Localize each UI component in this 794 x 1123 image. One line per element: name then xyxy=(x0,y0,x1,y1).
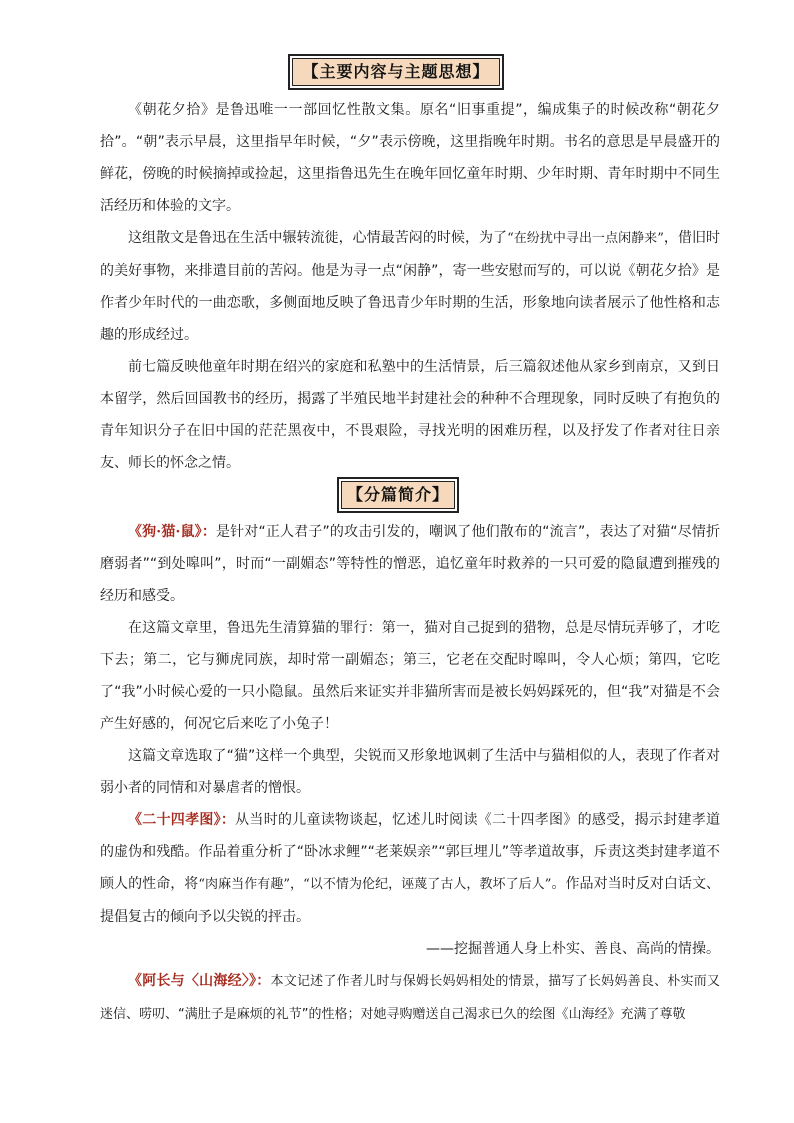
quote-seek-quiet: “在纷扰中寻出一点闲静来” xyxy=(507,231,664,246)
summary-section xyxy=(100,516,720,1031)
section-heading-main-content: 【主要内容与主题思想】 xyxy=(292,58,500,86)
entry-text-dog-cat-mouse: 是针对“正人君子”的攻击引发的，嘲讽了他们散布的“流言”，表达了对猫“尽情折磨弱者”“到处嗥叫”，时而“一副媚态”等特性的憎恶，追忆童年时救养的一只可爱的隐鼠遭到摧残的经历和感受。 xyxy=(100,524,721,604)
quote-filial: “肉麻当作有趣”，“以不情为伦纪，诬蔑了古人，教坏了后人” xyxy=(198,877,552,892)
paragraph-cat-crimes: 在这篇文章里，鲁迅先生清算猫的罪行：第一，猫对自己捉到的猎物，总是尽情玩弄够了，才吃下去；第二，它与狮虎同族，却时常一副媚态；第三，它老在交配时嗥叫，令人心烦；第四，它吃了“我”小时候心爱的一只小隐鼠。虽然后来证实并非猫所害而是被长妈妈踩死的，但“我”对猫是不会产生好感的，何况它后来吃了小兔子！ xyxy=(100,620,720,732)
paragraph-background xyxy=(100,222,720,351)
paragraph-structure: 前七篇反映他童年时期在绍兴的家庭和私塾中的生活情景，后三篇叙述他从家乡到南京，又到日本留学，然后回国教书的经历，揭露了半殖民地半封建社会的种种不合理现象，同时反映了有抱负的青年知识分子在旧中国的茫茫黑夜中，不畏艰险，寻找光明的困难历程，以及抒发了作者对往日亲友、师长的怀念之情。 xyxy=(100,359,720,471)
section-heading-summary: 【分篇简介】 xyxy=(341,481,455,509)
entry-text-achang: 本文记述了作者儿时与保姆长妈妈相处的情景，描写了长妈妈善良、朴实而又迷信、唠叨、“满肚子是麻烦的礼节”的性格；对她寻购赠送自己渴求已久的绘图《山海经》充满了尊敬 xyxy=(100,974,720,1022)
entry-title-dog-cat-mouse: 《狗·猫·鼠》： xyxy=(128,524,216,540)
main-content-section xyxy=(100,94,720,479)
entry-dog-cat-mouse xyxy=(100,516,720,612)
paragraph-background-text-a: 这组散文是鲁迅在生活中辗转流徙，心情最苦闷的时候，为了 xyxy=(128,230,508,246)
paragraph-background-text-b: ，借旧时的美好事物，来排遣目前的苦闷。他是为寻一点“闲静”，寄一些安慰而写的，可以说《朝花夕拾》是作者少年时代的一曲恋歌，多侧面地反映了鲁迅青少年时期的生活，形象地向读者展示了他性格和志趣的形成经过。 xyxy=(100,230,721,343)
entry-title-achang: 《阿长与〈山海经〉》： xyxy=(128,973,271,989)
paragraph-intro: 《朝花夕拾》是鲁迅唯一一部回忆性散文集。原名“旧事重提”，编成集子的时候改称“朝花夕拾”。“朝”表示早晨，这里指早年时候，“夕”表示傍晚，这里指晚年时期。书名的意思是早晨盛开的鲜花，傍晚的时候摘掉或捡起，这里指鲁迅先生在晚年回忆童年时期、少年时期、青年时期中不同生活经历和体验的文字。 xyxy=(100,102,720,214)
entry-text-twenty-four-filial-b: 。作品对当时反对白话文、提倡复古的倾向予以尖锐的抨击。 xyxy=(100,876,721,925)
entry-title-twenty-four-filial: 《二十四孝图》： xyxy=(128,812,236,828)
entry-achang xyxy=(100,965,720,1031)
theme-attribution: ——挖掘普通人身上朴实、善良、高尚的情操。 xyxy=(426,941,720,957)
entry-twenty-four-filial xyxy=(100,804,720,933)
paragraph-cat-typical: 这篇文章选取了“猫”这样一个典型，尖锐而又形象地讽刺了生活中与猫相似的人，表现了作者对弱小者的同情和对暴虐者的憎恨。 xyxy=(100,748,720,796)
entry-text-twenty-four-filial-a: 从当时的儿童读物谈起，忆述儿时阅读《二十四孝图》的感受，揭示封建孝道的虚伪和残酷。作品着重分析了“卧冰求鲤”“老莱娱亲”“郭巨埋儿”等孝道故事，斥责这类封建孝道不顾人的性命，将 xyxy=(100,812,721,892)
